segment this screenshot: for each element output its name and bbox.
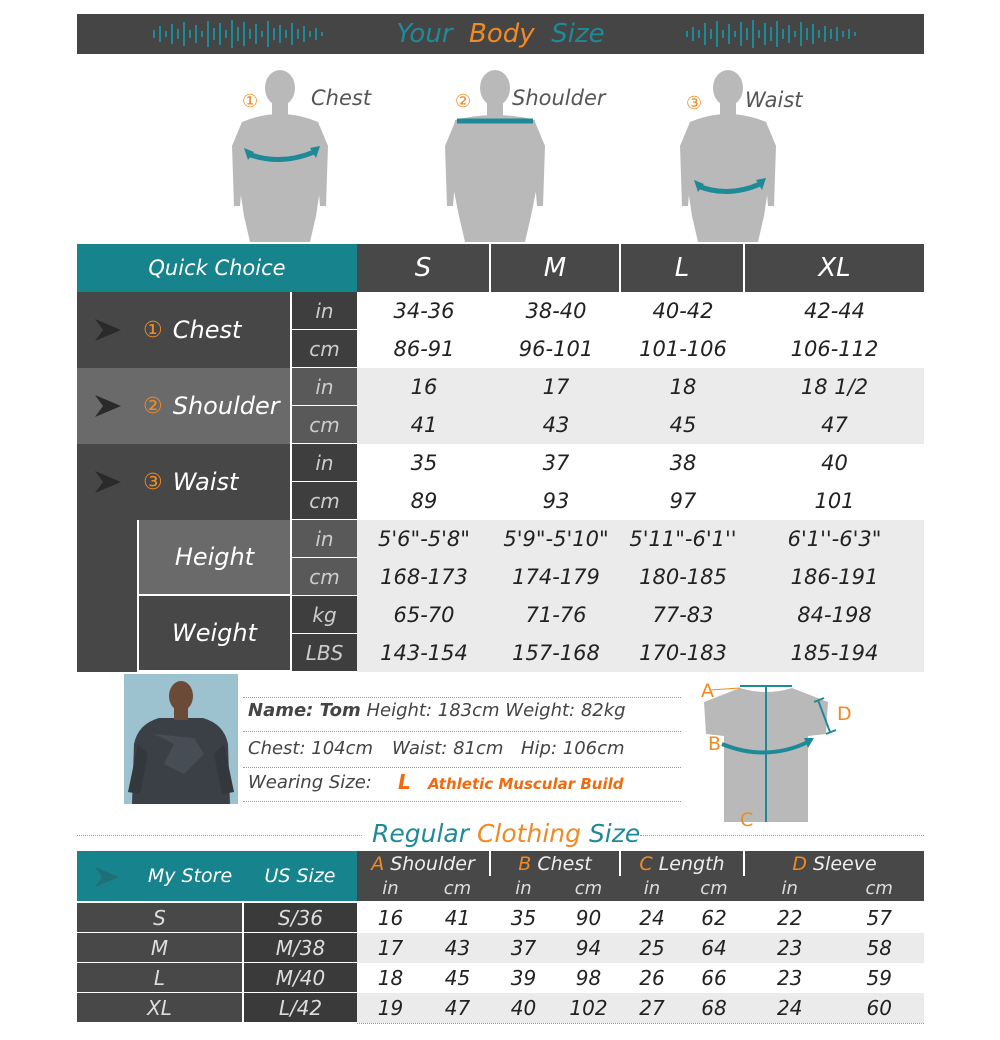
quick-choice-header: Quick Choice <box>77 244 357 292</box>
row-store-size: L <box>77 963 242 992</box>
sub-unit-in: in <box>643 878 661 899</box>
value-cell: 170-183 <box>639 641 727 665</box>
value-cell: 97 <box>669 489 697 513</box>
sub-unit-in: in <box>781 878 798 899</box>
value-cell: 34-36 <box>393 299 455 323</box>
value-cell: 19 <box>377 996 404 1020</box>
row-number: ① <box>143 317 163 343</box>
value-cell: 58 <box>866 936 892 960</box>
shirt-label-c: C <box>740 809 754 831</box>
value-cell: 24 <box>777 996 803 1020</box>
group-name: Sleeve <box>812 852 877 875</box>
soundwave-right-icon <box>685 18 860 50</box>
group-name: Length <box>658 852 725 875</box>
row-us-size: L/42 <box>244 993 357 1022</box>
value-cell: 71-76 <box>525 603 587 627</box>
model-hip: Hip: 106cm <box>521 738 625 759</box>
row-store-size: XL <box>77 993 242 1022</box>
row-spacer <box>77 596 137 672</box>
value-cell: 168-173 <box>380 565 468 589</box>
build-type: Athletic Muscular Build <box>428 775 624 793</box>
value-cell: 62 <box>701 906 727 930</box>
value-cell: 47 <box>821 413 848 437</box>
row-label-text: Chest <box>172 316 242 344</box>
size-header-l: L <box>621 244 743 292</box>
value-cell: 98 <box>575 966 602 990</box>
value-cell: 101-106 <box>639 337 727 361</box>
model-divider-1 <box>243 697 681 698</box>
row-label-shoulder <box>77 368 290 444</box>
size-header-s: S <box>357 244 489 292</box>
col-us-size: US Size <box>264 865 336 887</box>
row-label-text: Shoulder <box>172 392 280 420</box>
row-label-height: Height <box>139 520 290 594</box>
value-cell: 18 1/2 <box>800 375 869 399</box>
value-cell: 5'6"-5'8" <box>378 527 470 551</box>
shirt-label-a: A <box>701 680 714 702</box>
arrow-pointer-icon <box>93 317 123 343</box>
unit-label: in <box>292 444 357 481</box>
sub-unit-cm: cm <box>443 878 472 899</box>
group-letter: B <box>518 852 532 875</box>
value-cell: 35 <box>510 906 537 930</box>
row-store-size: M <box>77 933 242 962</box>
value-cell: 186-191 <box>790 565 879 589</box>
model-name-line <box>248 700 626 721</box>
value-cell: 17 <box>377 936 404 960</box>
value-cell: 64 <box>701 936 727 960</box>
value-cell: 40 <box>821 451 848 475</box>
group-letter: D <box>792 852 807 875</box>
value-cell: 18 <box>377 966 404 990</box>
value-cell: 5'11"-6'1'' <box>629 527 737 551</box>
shoulder-figure-number: ② <box>455 91 472 112</box>
group-name: Chest <box>537 852 592 875</box>
value-cell: 90 <box>575 906 602 930</box>
value-cell: 157-168 <box>512 641 600 665</box>
value-cell: 102 <box>569 996 608 1020</box>
value-cell: 106-112 <box>790 337 879 361</box>
value-cell: 41 <box>444 906 471 930</box>
value-cell: 60 <box>866 996 892 1020</box>
sub-unit-cm: cm <box>574 878 603 899</box>
value-cell: 93 <box>542 489 570 513</box>
value-cell: 39 <box>510 966 537 990</box>
row-label-waist <box>77 444 290 520</box>
value-cell: 40 <box>510 996 537 1020</box>
value-cell: 143-154 <box>380 641 468 665</box>
group-name: Shoulder <box>390 852 475 875</box>
row-number: ② <box>143 393 163 419</box>
value-cell: 27 <box>639 996 665 1020</box>
sub-unit-in: in <box>515 878 532 899</box>
value-cell: 94 <box>575 936 602 960</box>
value-divider <box>357 1023 924 1024</box>
value-cell: 25 <box>639 936 665 960</box>
value-cell: 101 <box>814 489 855 513</box>
value-cell: 5'9"-5'10" <box>503 527 609 551</box>
row-spacer <box>77 520 137 596</box>
value-cell: 66 <box>701 966 727 990</box>
value-cell: 40-42 <box>652 299 714 323</box>
value-cell: 84-198 <box>797 603 872 627</box>
model-waist: Waist: 81cm <box>392 738 504 759</box>
shirt-label-b: B <box>708 733 722 755</box>
row-label-chest <box>77 292 290 368</box>
chest-figure-label: Chest <box>311 86 372 110</box>
value-cell: 6'1''-6'3" <box>787 527 882 551</box>
value-cell: 43 <box>542 413 570 437</box>
unit-label: in <box>292 520 357 557</box>
value-cell: 16 <box>377 906 404 930</box>
value-cell: 24 <box>639 906 665 930</box>
unit-label: cm <box>292 558 357 595</box>
arrow-pointer-icon <box>93 469 123 495</box>
size-header-m: M <box>491 244 619 292</box>
waist-figure-label: Waist <box>745 88 803 112</box>
group-header-length <box>621 851 743 876</box>
value-cell: 43 <box>444 936 471 960</box>
value-cell: 23 <box>777 936 803 960</box>
value-cell: 35 <box>410 451 438 475</box>
value-cell: 180-185 <box>639 565 727 589</box>
title-word-1: Your <box>396 19 453 49</box>
group-header-sleeve <box>745 851 924 876</box>
tshirt-diagram-icon <box>696 680 860 830</box>
value-cell: 174-179 <box>512 565 600 589</box>
model-height-weight: Height: 183cm Weight: 82kg <box>366 700 626 721</box>
sub-unit-cm: cm <box>700 878 728 899</box>
value-cell: 42-44 <box>803 299 866 323</box>
unit-label: in <box>292 292 357 329</box>
waist-figure-number: ③ <box>686 93 703 114</box>
value-cell: 77-83 <box>652 603 714 627</box>
unit-label: cm <box>292 330 357 367</box>
regular-title-line-right <box>640 835 924 836</box>
value-cell: 96-101 <box>518 337 594 361</box>
row-us-size: S/36 <box>244 903 357 932</box>
unit-label: LBS <box>292 634 357 671</box>
row-label-weight: Weight <box>139 596 290 670</box>
value-cell: 68 <box>701 996 727 1020</box>
value-cell: 185-194 <box>790 641 879 665</box>
value-cell: 37 <box>510 936 537 960</box>
value-cell: 45 <box>669 413 697 437</box>
model-name: Name: Tom <box>248 700 361 721</box>
model-divider-2 <box>243 731 681 732</box>
value-cell: 22 <box>777 906 803 930</box>
sub-unit-cm: cm <box>865 878 893 899</box>
title-word-3: Size <box>551 19 605 49</box>
value-cell: 38-40 <box>525 299 587 323</box>
arrow-pointer-icon <box>93 865 121 889</box>
value-cell: 57 <box>866 906 892 930</box>
value-cell: 38 <box>669 451 697 475</box>
chest-figure-number: ① <box>242 91 259 112</box>
value-cell: 26 <box>639 966 665 990</box>
arrow-pointer-icon <box>93 393 123 419</box>
value-cell: 18 <box>669 375 697 399</box>
group-header-chest <box>491 851 619 876</box>
group-letter: A <box>371 852 385 875</box>
value-cell: 23 <box>777 966 803 990</box>
col-my-store: My Store <box>147 865 233 887</box>
title-word-2: Body <box>469 19 535 49</box>
size-header-xl: XL <box>745 244 924 292</box>
value-cell: 45 <box>444 966 471 990</box>
shoulder-figure-label: Shoulder <box>512 86 606 110</box>
model-chest: Chest: 104cm <box>248 738 374 759</box>
value-cell: 47 <box>444 996 471 1020</box>
unit-label: cm <box>292 482 357 519</box>
model-divider-3 <box>243 767 681 768</box>
shirt-label-d: D <box>837 703 852 725</box>
sub-unit-in: in <box>382 878 399 899</box>
regular-title-line-left <box>77 835 362 836</box>
group-letter: C <box>639 852 653 875</box>
value-cell: 17 <box>542 375 570 399</box>
value-cell: 86-91 <box>393 337 455 361</box>
value-cell: 59 <box>866 966 892 990</box>
value-cell: 89 <box>410 489 438 513</box>
value-cell: 37 <box>542 451 570 475</box>
model-photo <box>124 674 238 804</box>
wearing-size-label: Wearing Size: <box>248 772 372 793</box>
row-label-text: Waist <box>172 468 239 496</box>
title-bar <box>77 14 924 54</box>
row-number: ③ <box>143 469 163 495</box>
model-divider-4 <box>243 801 681 802</box>
wearing-size-value: L <box>398 770 411 794</box>
unit-label: cm <box>292 406 357 443</box>
value-cell: 16 <box>410 375 438 399</box>
row-store-size: S <box>77 903 242 932</box>
value-cell: 41 <box>410 413 438 437</box>
row-us-size: M/38 <box>244 933 357 962</box>
value-cell: 65-70 <box>393 603 455 627</box>
group-header-shoulder <box>357 851 489 876</box>
row-us-size: M/40 <box>244 963 357 992</box>
regular-title: Regular Clothing Size <box>372 819 641 848</box>
unit-label: kg <box>292 596 357 633</box>
unit-label: in <box>292 368 357 405</box>
